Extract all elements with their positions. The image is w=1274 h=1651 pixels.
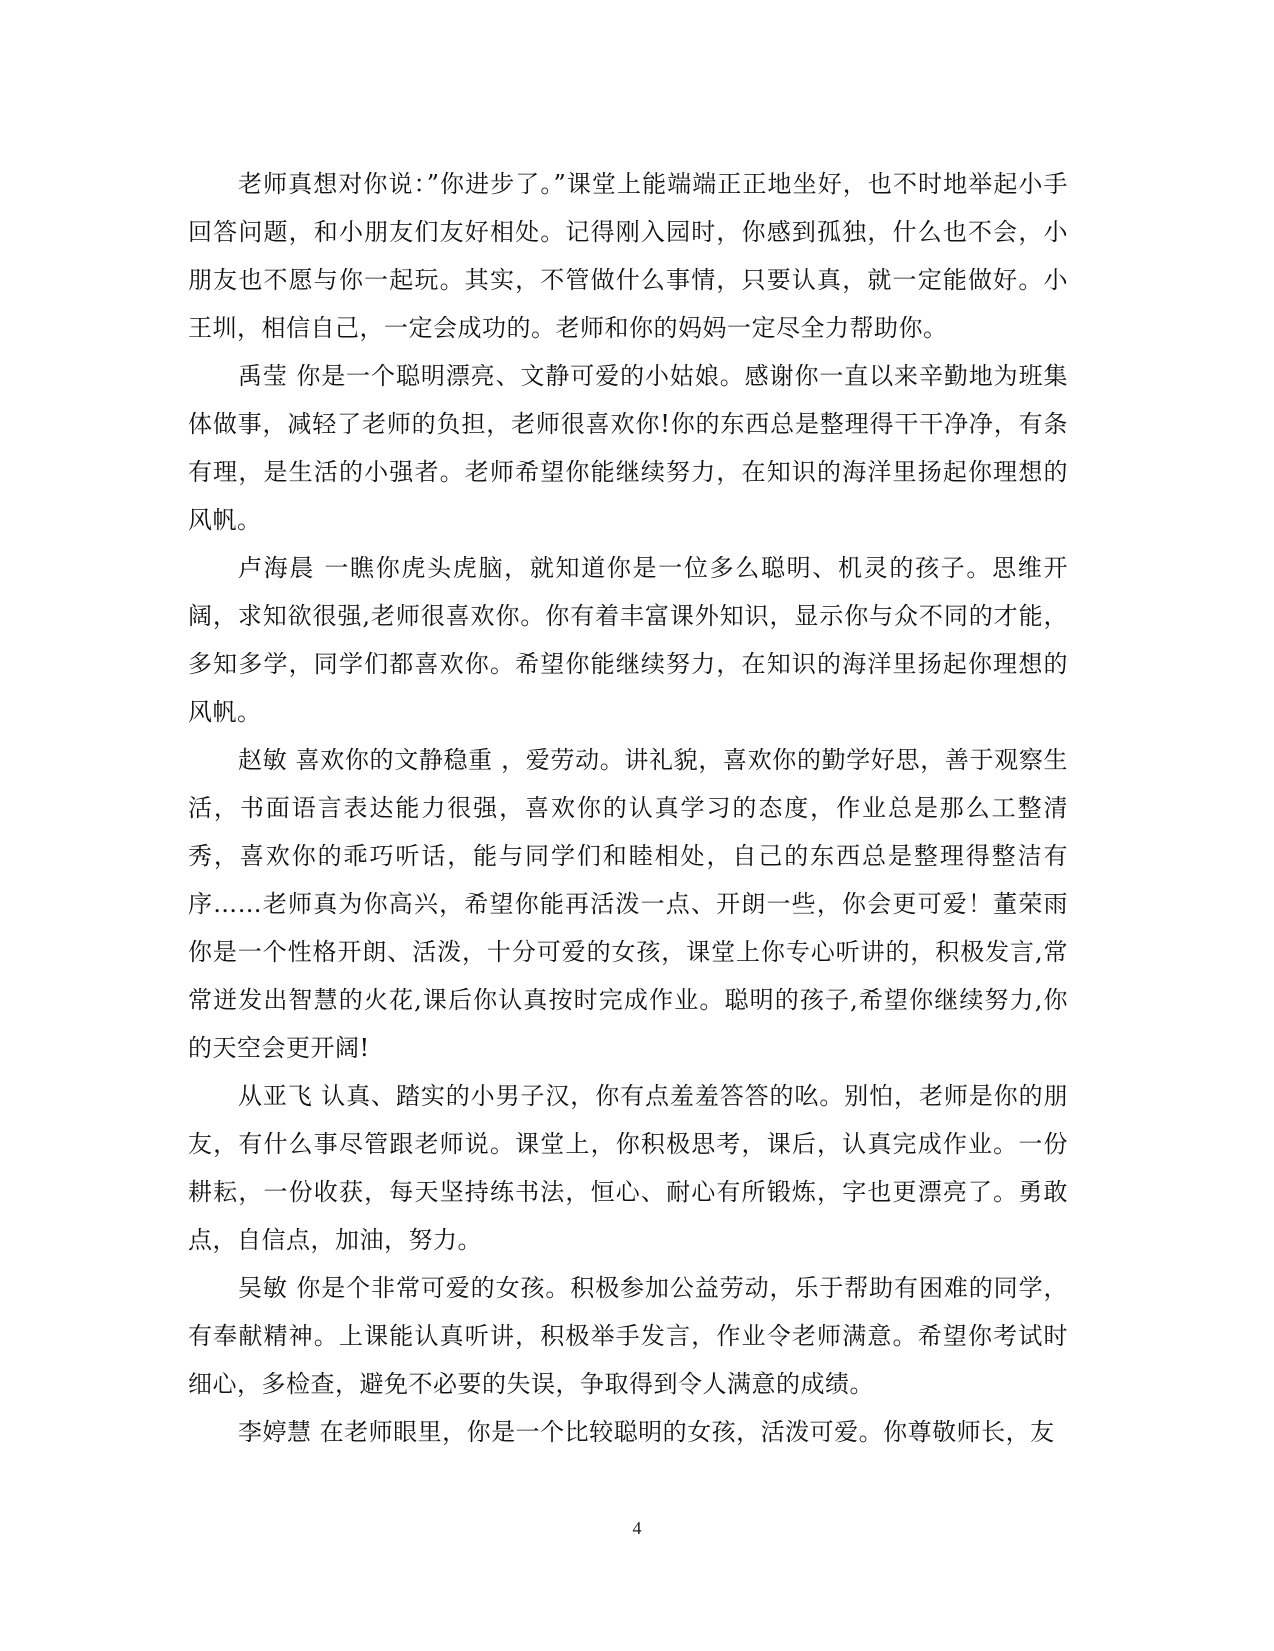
paragraph-zhao-min: 赵敏 喜欢你的文静稳重 ，爱劳动。讲礼貌，喜欢你的勤学好思，善于观察生活，书面语言表达能力很强，喜欢你的认真学习的态度，作业总是那么工整清秀，喜欢你的乖巧听话，能与同学们和睦相处，自己的东西总是整理得整洁有序……老师真为你高兴，希望你能再活泼一点、开朗一些，你会更可爱！董荣雨 你是一个性格开朗、活泼，十分可爱的女孩，课堂上你专心听讲的，积极发言,常常迸发出智慧的火花,课后你认真按时完成作业。聪明的孩子,希望你继续努力,你的天空会更开阔! — [188, 746, 1068, 1062]
paragraph-wang-zhen: 老师真想对你说：”你进步了。”课堂上能端端正正地坐好，也不时地举起小手回答问题，和小朋友们友好相处。记得刚入园时，你感到孤独，什么也不会，小朋友也不愿与你一起玩。其实，不管做什么事情，只要认真，就一定能做好。小王圳，相信自己，一定会成功的。老师和你的妈妈一定尽全力帮助你。 — [188, 170, 1068, 342]
paragraph-lu-haichen: 卢海晨 一瞧你虎头虎脑，就知道你是一位多么聪明、机灵的孩子。思维开阔，求知欲很强,老师很喜欢你。你有着丰富课外知识，显示你与众不同的才能，多知多学，同学们都喜欢你。希望你能继续努力，在知识的海洋里扬起你理想的风帆。 — [188, 554, 1068, 726]
document-body — [188, 160, 1068, 1456]
paragraph-li-tinghui: 李婷慧 在老师眼里，你是一个比较聪明的女孩，活泼可爱。你尊敬师长，友 — [238, 1418, 1055, 1446]
paragraph-cong-yafei: 从亚飞 认真、踏实的小男子汉，你有点羞羞答答的吆。别怕，老师是你的朋友，有什么事尽管跟老师说。课堂上，你积极思考，课后，认真完成作业。一份耕耘，一份收获，每天坚持练书法，恒心、耐心有所锻炼，字也更漂亮了。勇敢点，自信点，加油，努力。 — [188, 1082, 1068, 1254]
paragraph-yu-ying: 禹莹 你是一个聪明漂亮、文静可爱的小姑娘。感谢你一直以来辛勤地为班集体做事，减轻了老师的负担，老师很喜欢你!你的东西总是整理得干干净净，有条有理，是生活的小强者。老师希望你能继续努力，在知识的海洋里扬起你理想的风帆。 — [188, 362, 1068, 534]
page-number: 4 — [632, 1518, 642, 1538]
paragraph-wu-min: 吴敏 你是个非常可爱的女孩。积极参加公益劳动，乐于帮助有困难的同学，有奉献精神。上课能认真听讲，积极举手发言，作业令老师满意。希望你考试时细心，多检查，避免不必要的失误，争取得到令人满意的成绩。 — [188, 1274, 1068, 1398]
